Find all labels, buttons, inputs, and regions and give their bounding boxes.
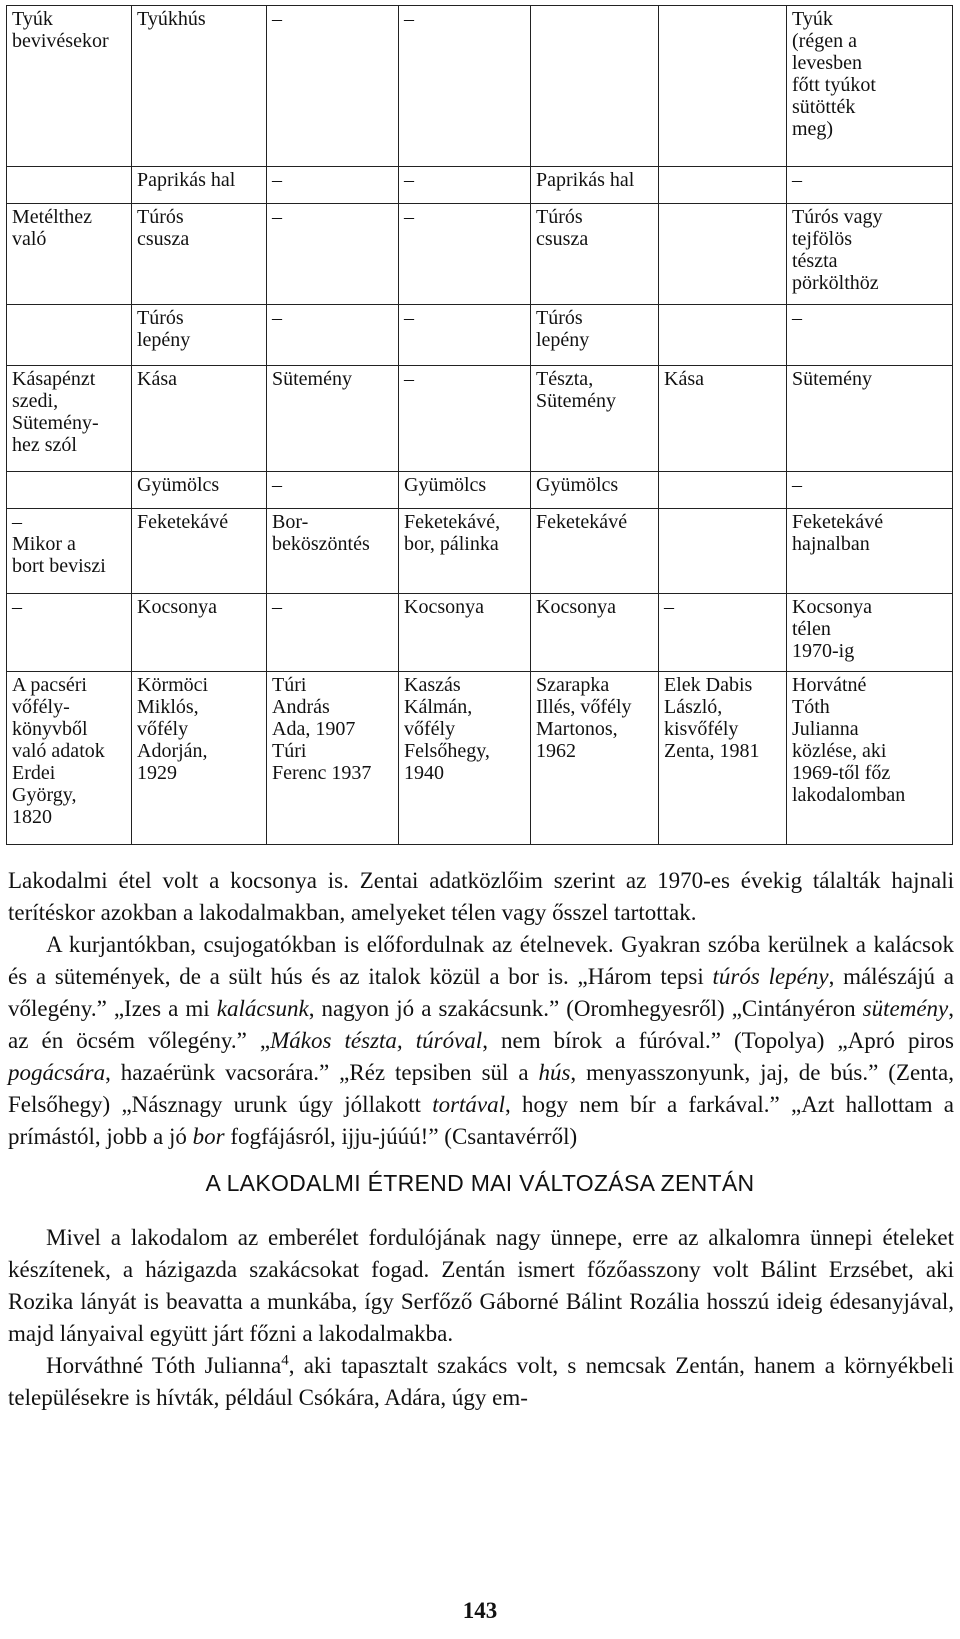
table-cell: Kocsonya télen 1970-ig — [787, 593, 953, 671]
table-cell — [659, 472, 787, 509]
text-run: fogfájásról, ijju-júúú!” (Csantavérről) — [224, 1124, 578, 1149]
text-run: , az én öcsém vőlegény.” „ — [8, 996, 954, 1053]
table-cell: Túrós csusza — [531, 203, 659, 304]
text-run: , menyasszonyunk, jaj, de bús.” (Zenta, Felsőhegy) „Násznagy urunk úgy jóllakott — [8, 1060, 955, 1117]
table-cell: – — [399, 166, 531, 203]
table-cell: Bor- beköszöntés — [267, 509, 399, 594]
food-table — [6, 5, 953, 845]
table-cell — [659, 203, 787, 304]
page-number: 143 — [462, 1598, 498, 1623]
text-run: , málészájú a vőlegény.” „Izes a mi — [8, 964, 954, 1021]
table-cell: – — [267, 593, 399, 671]
table-cell — [659, 6, 787, 167]
table-cell: Kásapénzt szedi, Sütemény- hez szól — [7, 365, 132, 472]
table-row — [7, 593, 953, 671]
table-cell: Kaszás Kálmán, vőfély Felsőhegy, 1940 — [399, 672, 531, 845]
table-row — [7, 203, 953, 304]
table-cell: Tészta, Sütemény — [531, 365, 659, 472]
table-cell: – — [267, 203, 399, 304]
italic-text: sütemény — [862, 996, 949, 1021]
table-cell: Feketekávé hajnalban — [787, 509, 953, 594]
paragraph — [8, 929, 954, 1153]
table-row — [7, 472, 953, 509]
table-cell: Tyúk (régen a levesben főtt tyúkot sütötték meg) — [787, 6, 953, 167]
table-cell: Szarapka Illés, vőfély Martonos, 1962 — [531, 672, 659, 845]
text-run: , hazaérünk vacsorára.” „Réz tepsiben sül a — [105, 1060, 539, 1085]
italic-text: túrós lepény — [712, 964, 829, 989]
table-cell: Kocsonya — [399, 593, 531, 671]
italic-text: tortával — [432, 1092, 506, 1117]
table-cell: Gyümölcs — [531, 472, 659, 509]
paragraph — [8, 865, 954, 929]
italic-text: hús — [538, 1060, 571, 1085]
table-cell: Horvátné Tóth Julianna közlése, aki 1969-től főz lakodalomban — [787, 672, 953, 845]
text-run: , hogy nem bír a farkával.” „Azt hallottam a prímástól, jobb a jó — [8, 1092, 954, 1149]
table-cell: Sütemény — [267, 365, 399, 472]
table-cell: Feketekávé — [531, 509, 659, 594]
table-cell: Kása — [132, 365, 267, 472]
table-cell — [7, 166, 132, 203]
table-cell: – — [399, 304, 531, 365]
table-cell: – — [399, 365, 531, 472]
text-run: , aki tapasztalt szakács volt, s nemcsak Zentán, hanem a környékbeli településekre is hívták, például Csókára, Adára, úgy em- — [8, 1353, 954, 1410]
table-cell — [659, 304, 787, 365]
table-cell: Feketekávé — [132, 509, 267, 594]
table-cell: Tyúkhús — [132, 6, 267, 167]
table-cell: – — [787, 304, 953, 365]
table-cell: Körmöci Miklós, vőfély Adorján, 1929 — [132, 672, 267, 845]
table-cell: – — [267, 166, 399, 203]
table-row — [7, 672, 953, 845]
table-cell: – — [399, 203, 531, 304]
section-heading: A LAKODALMI ÉTREND MAI VÁLTOZÁSA ZENTÁN — [205, 1170, 755, 1196]
table-cell: – — [7, 593, 132, 671]
footnote-marker: 4 — [281, 1352, 289, 1369]
table-cell: – — [659, 593, 787, 671]
table-cell: – — [787, 166, 953, 203]
table-cell: Túrós vagy tejfölös tészta pörkölthöz — [787, 203, 953, 304]
body-text-lower — [8, 1222, 954, 1414]
paragraph — [8, 1222, 954, 1350]
table-row — [7, 166, 953, 203]
table-cell: Kocsonya — [531, 593, 659, 671]
table-cell: – — [267, 6, 399, 167]
text-run: Mivel a lakodalom az emberélet fordulójának nagy ünnepe, erre az alkalomra ünnepi ételeket készítenek, a házigazda szakácsokat fogad. Zentán ismert főzőasszony volt Bálint Erzsébet, aki Rozika lányát is beavatta a munkába, így Serfőző Gáborné Bálint Rozália hosszú ideig édesanyjával, majd lányaival együtt járt főzni a lakodalmakba. — [8, 1225, 954, 1346]
italic-text: pogácsára — [8, 1060, 106, 1085]
table-row — [7, 304, 953, 365]
table-cell — [659, 166, 787, 203]
italic-text: bor — [192, 1124, 225, 1149]
italic-text: Mákos tészta, túróval — [270, 1028, 483, 1053]
table-cell: Paprikás hal — [132, 166, 267, 203]
text-run: Lakodalmi étel volt a kocsonya is. Zentai adatközlőim szerint az 1970-es évekig tálalták hajnali terítéskor azokban a lakodalmakban, amelyeket télen vagy ősszel tartottak. — [8, 868, 954, 925]
table-cell: Kása — [659, 365, 787, 472]
text-run: Horváthné Tóth Julianna — [46, 1353, 282, 1378]
table-cell: Tyúk bevivésekor — [7, 6, 132, 167]
table-cell: Feketekávé, bor, pálinka — [399, 509, 531, 594]
table-cell: Gyümölcs — [132, 472, 267, 509]
table-row — [7, 365, 953, 472]
paragraph — [8, 1350, 954, 1414]
table-cell: Kocsonya — [132, 593, 267, 671]
table-cell: Paprikás hal — [531, 166, 659, 203]
table-cell: – — [267, 472, 399, 509]
italic-text: kalácsunk — [216, 996, 309, 1021]
table-cell: – — [787, 472, 953, 509]
text-run: , nagyon jó a szakácsunk.” (Oromhegyesről) „Cintányéron — [308, 996, 863, 1021]
table-cell: Túrós lepény — [531, 304, 659, 365]
text-run: , nem bírok a fúróval.” (Topolya) „Apró piros — [482, 1028, 954, 1053]
table-cell: – — [267, 304, 399, 365]
table-cell — [531, 6, 659, 167]
text-run: A kurjantókban, csujogatókban is előfordulnak az ételnevek. Gyakran szóba kerülnek a kalácsok és a sütemények, de a sült hús és az italok közül a bor is. „Három tepsi — [8, 932, 954, 989]
table-row — [7, 6, 953, 167]
table-cell: Sütemény — [787, 365, 953, 472]
table-cell: Túri András Ada, 1907 Túri Ferenc 1937 — [267, 672, 399, 845]
table-cell — [7, 304, 132, 365]
table-cell: – Mikor a bort beviszi — [7, 509, 132, 594]
table-cell: Túrós lepény — [132, 304, 267, 365]
table-cell: Metélthez való — [7, 203, 132, 304]
table-cell: A pacséri vőfély- könyvből való adatok Erdei György, 1820 — [7, 672, 132, 845]
table-cell — [659, 509, 787, 594]
body-text-upper — [8, 865, 954, 1153]
table-cell: Gyümölcs — [399, 472, 531, 509]
table-cell: Elek Dabis László, kisvőfély Zenta, 1981 — [659, 672, 787, 845]
table-cell: Túrós csusza — [132, 203, 267, 304]
table-cell: – — [399, 6, 531, 167]
table-cell — [7, 472, 132, 509]
table-row — [7, 509, 953, 594]
